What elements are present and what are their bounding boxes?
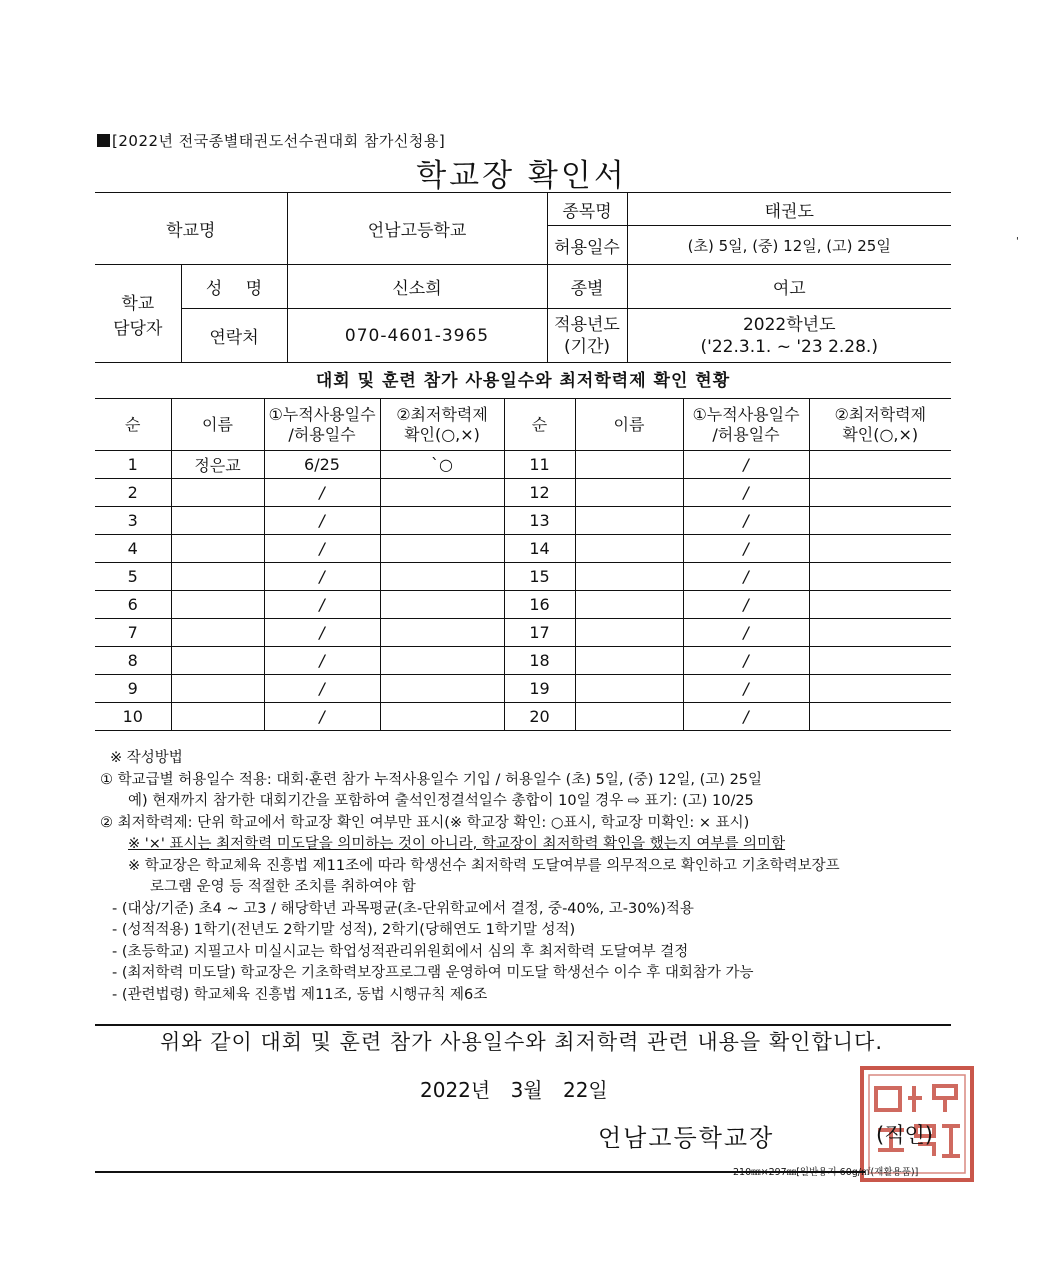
notes-heading: ※ 작성방법	[110, 750, 183, 766]
issue-date: 2022년 3월 22일	[420, 1078, 608, 1102]
row-name-right	[575, 563, 683, 591]
phone-value: 070-4601-3965	[287, 309, 547, 363]
row-name-right	[575, 451, 683, 479]
col-name-left: 이름	[171, 399, 264, 451]
row-check-right	[809, 535, 951, 563]
allowed-days-label: 허용일수	[547, 226, 627, 265]
row-days-right: /	[683, 703, 809, 731]
event-value: 태권도	[627, 193, 951, 226]
row-days-left: /	[264, 619, 380, 647]
table-header-row	[95, 399, 951, 451]
instructions	[100, 748, 960, 1006]
note-dash-3: - (초등학교) 지필고사 미실시교는 학업성적관리위원회에서 심의 후 최저학력 도달여부 결정	[112, 943, 689, 960]
row-name-right	[575, 535, 683, 563]
row-number-left: 1	[95, 451, 171, 479]
note-2-sub-2: ※ 학교장은 학교체육 진흥법 제11조에 따라 학생선수 최저학력 도달여부를 의무적으로 확인하고 기초학력보장프	[128, 857, 840, 874]
row-days-right: /	[683, 563, 809, 591]
row-check-right	[809, 647, 951, 675]
row-name-right	[575, 591, 683, 619]
row-number-right: 16	[504, 591, 575, 619]
category-value: 여고	[627, 265, 951, 309]
table-row	[95, 703, 951, 731]
name-value: 신소희	[287, 265, 547, 309]
phone-label: 연락처	[181, 309, 287, 363]
row-days-right: /	[683, 619, 809, 647]
row-check-left	[380, 703, 504, 731]
row-number-left: 7	[95, 619, 171, 647]
row-name-right	[575, 479, 683, 507]
row-name-left	[171, 535, 264, 563]
row-check-left: `○	[380, 451, 504, 479]
note-2-sub-2-cont: 로그램 운영 등 적절한 조치를 취하여야 함	[150, 879, 416, 895]
table-row	[95, 563, 951, 591]
row-name-right	[575, 675, 683, 703]
col-check-left: ②최저학력제 확인(○,×)	[380, 399, 504, 451]
row-number-right: 18	[504, 647, 575, 675]
row-name-right	[575, 703, 683, 731]
table-row	[95, 507, 951, 535]
row-check-right	[809, 507, 951, 535]
school-info-table	[95, 192, 951, 363]
row-name-right	[575, 507, 683, 535]
row-days-left: /	[264, 675, 380, 703]
table-row	[95, 619, 951, 647]
confirmation-statement: 위와 같이 대회 및 훈련 참가 사용일수와 최저학력 관련 내용을 확인합니다.	[159, 1030, 883, 1054]
col-no-right: 순	[504, 399, 575, 451]
row-days-right: /	[683, 451, 809, 479]
table-row	[95, 535, 951, 563]
row-check-right	[809, 591, 951, 619]
row-number-right: 13	[504, 507, 575, 535]
row-days-right: /	[683, 507, 809, 535]
row-check-left	[380, 563, 504, 591]
row-check-right	[809, 451, 951, 479]
col-check-right: ②최저학력제 확인(○,×)	[809, 399, 951, 451]
contact-person-label: 학교 담당자	[95, 265, 181, 363]
row-days-right: /	[683, 535, 809, 563]
table-row	[95, 647, 951, 675]
row-check-right	[809, 703, 951, 731]
row-number-left: 8	[95, 647, 171, 675]
row-name-right	[575, 619, 683, 647]
year-label: 적용년도 (기간)	[547, 309, 627, 363]
row-days-left: 6/25	[264, 451, 380, 479]
row-number-right: 14	[504, 535, 575, 563]
row-check-right	[809, 479, 951, 507]
section-title: 대회 및 훈련 참가 사용일수와 최저학력제 확인 현황	[315, 371, 731, 391]
row-name-left	[171, 703, 264, 731]
row-check-left	[380, 591, 504, 619]
row-name-left	[171, 619, 264, 647]
row-number-left: 10	[95, 703, 171, 731]
note-2: ② 최저학력제: 단위 학교에서 학교장 확인 여부만 표시(※ 학교장 확인: ○표시, 학교장 미확인: × 표시)	[100, 814, 750, 831]
row-number-right: 17	[504, 619, 575, 647]
row-days-right: /	[683, 647, 809, 675]
row-name-left: 정은교	[171, 451, 264, 479]
row-name-right	[575, 647, 683, 675]
note-dash-5: - (관련법령) 학교체육 진흥법 제11조, 동법 시행규칙 제6조	[112, 986, 488, 1003]
square-bullet-icon	[97, 134, 110, 147]
row-days-left: /	[264, 535, 380, 563]
principal-name: 언남고등학교장	[598, 1124, 775, 1152]
table-row	[95, 675, 951, 703]
row-check-right	[809, 619, 951, 647]
note-dash-1: - (대상/기준) 초4 ~ 고3 / 해당학년 과목평균(초-단위학교에서 결정, 중-40%, 고-30%)적용	[112, 900, 694, 917]
row-days-left: /	[264, 563, 380, 591]
row-check-left	[380, 507, 504, 535]
col-days-right: ①누적사용일수 /허용일수	[683, 399, 809, 451]
col-name-right: 이름	[575, 399, 683, 451]
event-tag: [2022년 전국종별태권도선수권대회 참가신청용]	[97, 130, 445, 151]
row-number-left: 5	[95, 563, 171, 591]
stray-mark: '	[1016, 236, 1019, 247]
row-number-right: 19	[504, 675, 575, 703]
table-row	[95, 591, 951, 619]
seal-label: (직인)	[876, 1123, 933, 1147]
note-dash-4: - (최저학력 미도달) 학교장은 기초학력보장프로그램 운영하여 미도달 학생선수 이수 후 대회참가 가능	[112, 965, 754, 981]
row-number-left: 2	[95, 479, 171, 507]
row-number-left: 6	[95, 591, 171, 619]
document-title: 학교장 확인서	[416, 158, 627, 194]
row-name-left	[171, 507, 264, 535]
row-days-left: /	[264, 647, 380, 675]
school-label: 학교명	[95, 193, 287, 265]
row-check-left	[380, 675, 504, 703]
note-1: ① 학교급별 허용일수 적용: 대회·훈련 참가 누적사용일수 기입 / 허용일수 (초) 5일, (중) 12일, (고) 25일	[100, 771, 763, 788]
row-days-left: /	[264, 591, 380, 619]
table-row	[95, 451, 951, 479]
row-days-right: /	[683, 479, 809, 507]
paper-spec: 210㎜×297㎜[일반용지 60g/㎡(재활용품)]	[733, 1167, 919, 1178]
col-days-left: ①누적사용일수 /허용일수	[264, 399, 380, 451]
row-name-left	[171, 563, 264, 591]
row-name-left	[171, 591, 264, 619]
row-number-right: 12	[504, 479, 575, 507]
event-label: 종목명	[547, 193, 627, 226]
row-days-left: /	[264, 479, 380, 507]
row-check-left	[380, 619, 504, 647]
row-days-left: /	[264, 507, 380, 535]
row-name-left	[171, 479, 264, 507]
row-number-left: 3	[95, 507, 171, 535]
row-name-left	[171, 647, 264, 675]
school-name: 언남고등학교	[287, 193, 547, 265]
row-number-right: 20	[504, 703, 575, 731]
participation-table	[95, 398, 951, 731]
row-number-right: 11	[504, 451, 575, 479]
year-value: 2022학년도 ('22.3.1. ~ '23 2.28.)	[627, 309, 951, 363]
category-label: 종별	[547, 265, 627, 309]
note-dash-2: - (성적적용) 1학기(전년도 2학기말 성적), 2학기(당해연도 1학기말 성적)	[112, 922, 576, 938]
name-label: 성 명	[181, 265, 287, 309]
row-days-left: /	[264, 703, 380, 731]
row-check-left	[380, 479, 504, 507]
note-2-sub-1: ※ '×' 표시는 최저학력 미도달을 의미하는 것이 아니라, 학교장이 최저학력 확인을 했는지 여부를 의미함	[128, 836, 786, 852]
allowed-days-value: (초) 5일, (중) 12일, (고) 25일	[627, 226, 951, 265]
note-1-example: 예) 현재까지 참가한 대회기간을 포함하여 출석인정결석일수 총합이 10일 경우 ⇨ 표기: (고) 10/25	[128, 793, 754, 809]
row-days-right: /	[683, 591, 809, 619]
table-row	[95, 479, 951, 507]
row-name-left	[171, 675, 264, 703]
row-number-left: 4	[95, 535, 171, 563]
row-check-left	[380, 647, 504, 675]
row-days-right: /	[683, 675, 809, 703]
col-no-left: 순	[95, 399, 171, 451]
row-check-right	[809, 563, 951, 591]
row-check-left	[380, 535, 504, 563]
row-number-left: 9	[95, 675, 171, 703]
row-number-right: 15	[504, 563, 575, 591]
row-check-right	[809, 675, 951, 703]
